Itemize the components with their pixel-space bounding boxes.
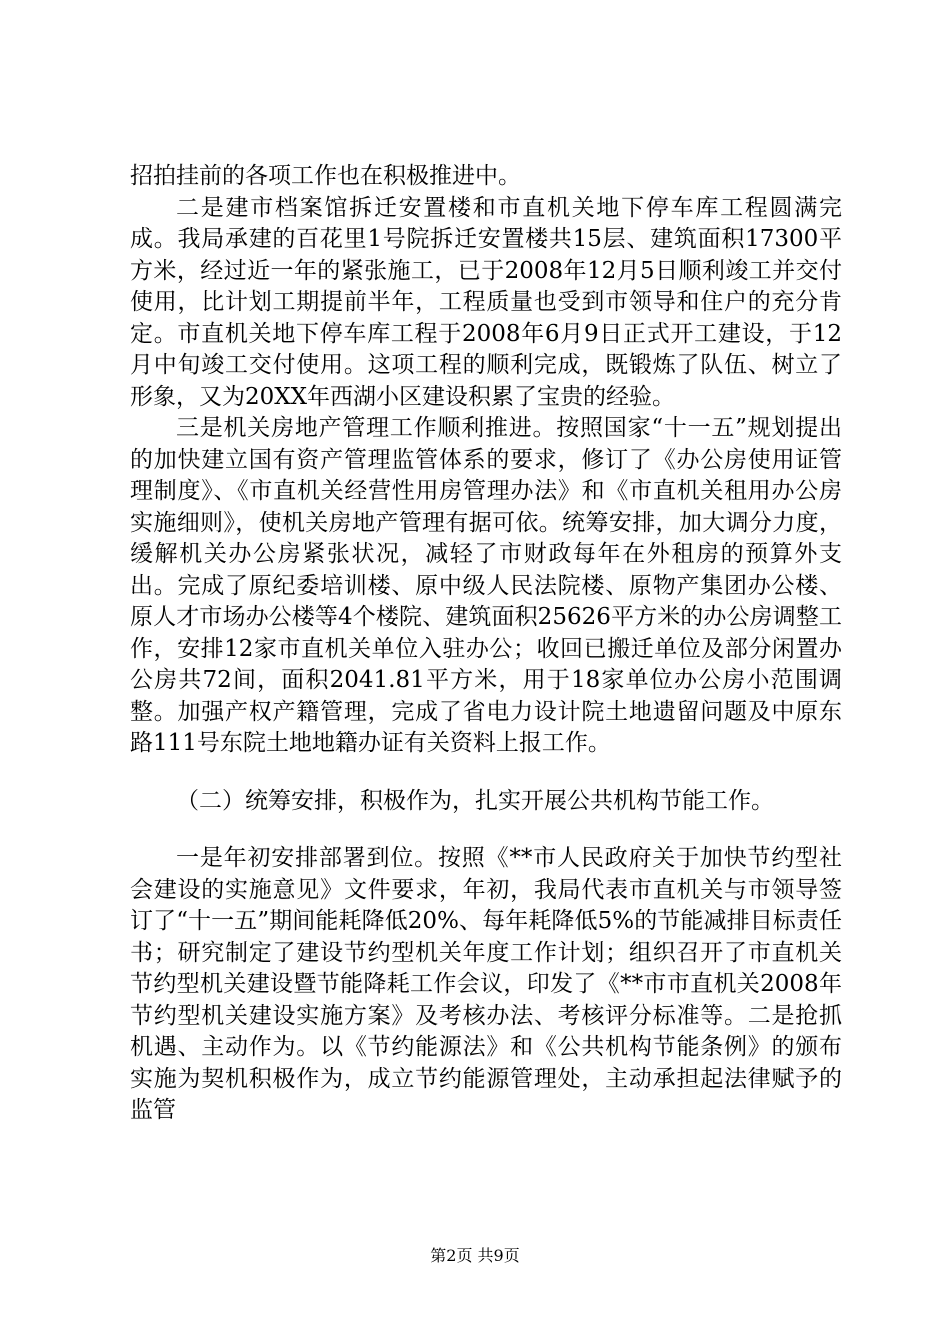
page-footer: 第2页 共9页 (430, 1246, 520, 1265)
document-body (130, 161, 842, 1127)
paragraph-archive-relocation: 二是建市档案馆拆迁安置楼和市直机关地下停车库工程圆满完成。我局承建的百花里1号院拆迁安置楼共15层、建筑面积17300平方米，经过近一年的紧张施工，已于2008年12月5日顺利竣工并交付使用，比计划工期提前半年，工程质量也受到市领导和住户的充分肯定。市直机关地下停车库工程于2008年6月9日正式开工建设，于12月中旬竣工交付使用。这项工程的顺利完成，既锻炼了队伍、树立了形象，又为20XX年西湖小区建设积累了宝贵的经验。 (130, 194, 842, 410)
paragraph-energy-deployment: 一是年初安排部署到位。按照《**市人民政府关于加快节约型社会建设的实施意见》文件要求，年初，我局代表市直机关与市领导签订了“十一五”期间能耗降低20%、每年耗降低5%的节能减排目标责任书；研究制定了建设节约型机关年度工作计划；组织召开了市直机关节约型机关建设暨节能降耗工作会议，印发了《**市市直机关2008年节约型机关建设实施方案》及考核办法、考核评分标准等。二是抢抓机遇、主动作为。以《节约能源法》和《公共机构节能条例》的颁布实施为契机积极作为，成立节约能源管理处，主动承担起法律赋予的监管 (130, 845, 842, 1123)
paragraph-continuation: 招拍挂前的各项工作也在积极推进中。 (130, 163, 521, 189)
section-heading-energy-saving: （二）统筹安排，积极作为，扎实开展公共机构节能工作。 (176, 787, 774, 814)
paragraph-property-management: 三是机关房地产管理工作顺利推进。按照国家“十一五”规划提出的加快建立国有资产管理监管体系的要求，修订了《办公房使用证管理制度》、《市直机关经营性用房管理办法》和《市直机关租用办公房实施细则》，使机关房地产管理有据可依。统筹安排，加大调分力度，缓解机关办公房紧张状况，减轻了市财政每年在外租房的预算外支出。完成了原纪委培训楼、原中级人民法院楼、原物产集团办公楼、原人才市场办公楼等4个楼院、建筑面积25626平方米的办公房调整工作，安排12家市直机关单位入驻办公；收回已搬迁单位及部分闲置办公房共72间，面积2041.81平方米，用于18家单位办公房小范围调整。加强产权产籍管理，完成了省电力设计院土地遗留问题及中原东路111号东院土地地籍办证有关资料上报工作。 (130, 415, 842, 756)
